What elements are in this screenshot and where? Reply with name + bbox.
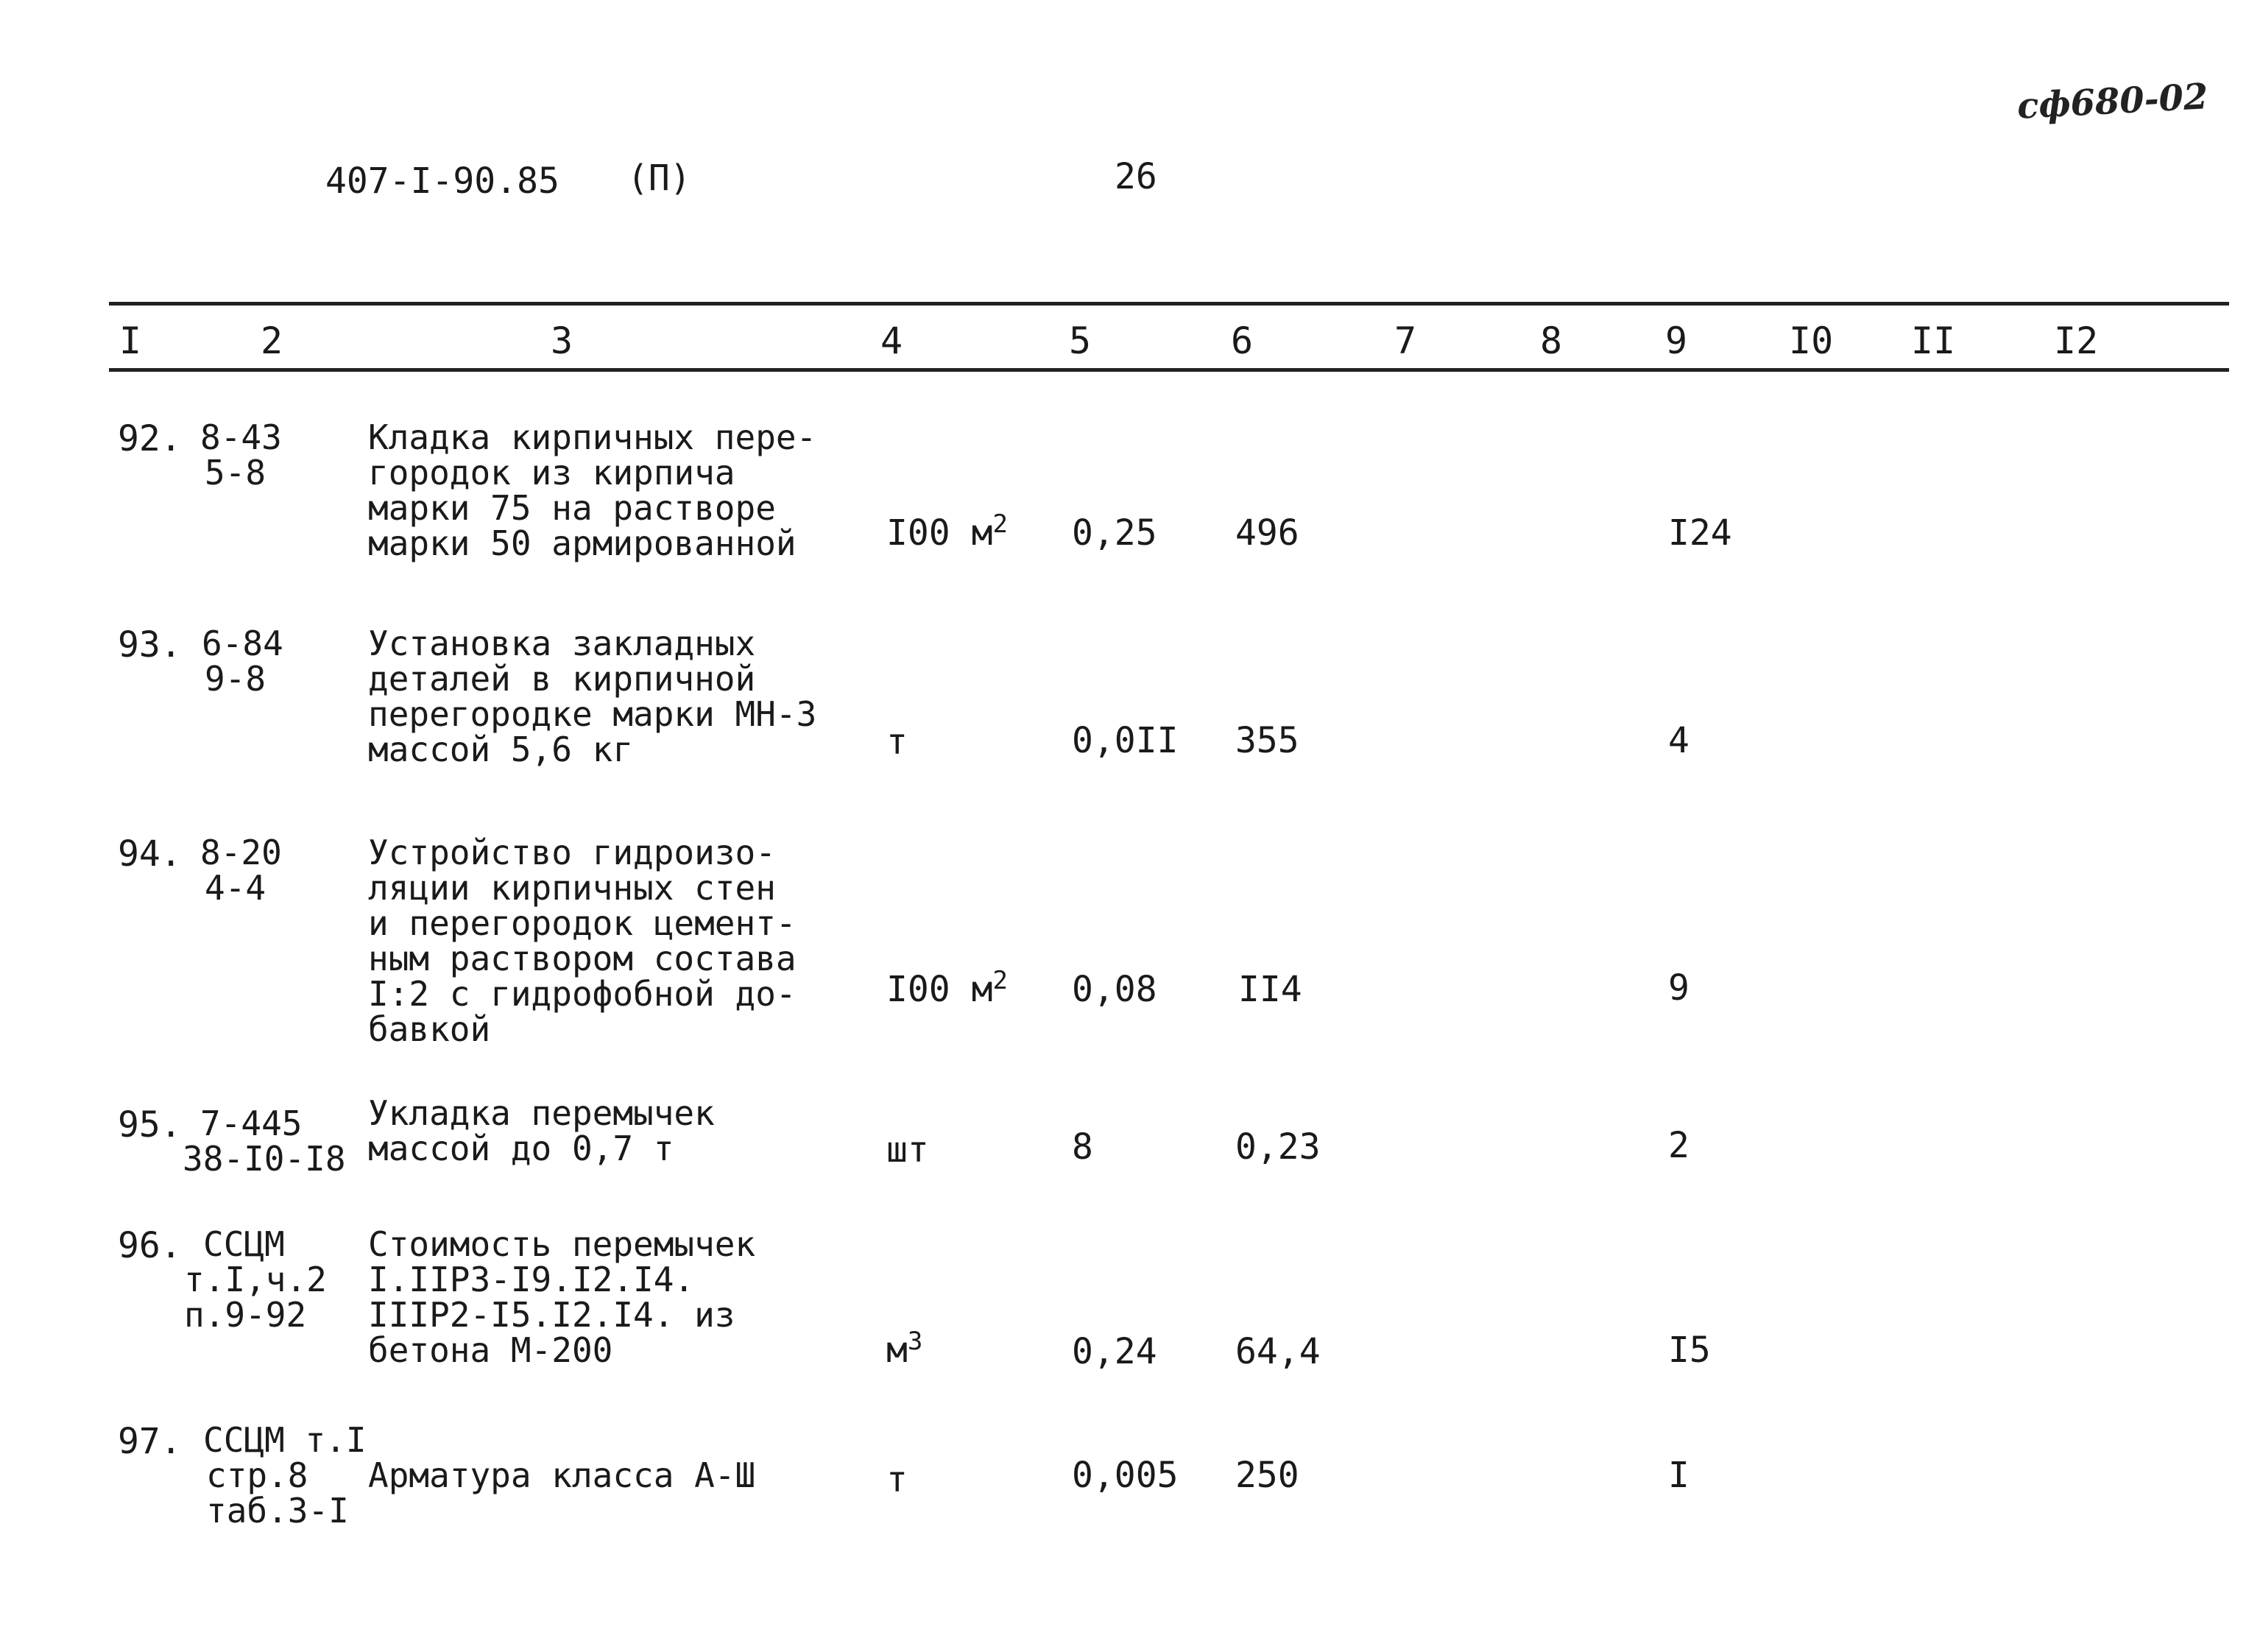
column-number: 4 [880,320,903,362]
norm-code-line: таб.3-I [206,1491,349,1531]
unit-exponent: 2 [992,509,1008,539]
work-description-line: Установка закладных [368,624,756,663]
price-cell: II4 [1238,969,1302,1010]
page-number: 26 [1115,156,1157,197]
column-number: 3 [551,320,573,362]
unit-cell [886,966,1008,1010]
table-header-rule [109,368,2229,372]
norm-code-line: 38-I0-I8 [183,1139,346,1179]
col9-cell: 4 [1668,720,1689,761]
unit-text: шт [886,1129,929,1171]
quantity-cell: 0,08 [1072,969,1157,1010]
row-number: 96. [118,1225,182,1266]
norm-code-line: 4-4 [205,868,266,908]
price-cell: 0,23 [1235,1126,1321,1168]
quantity-cell: 8 [1072,1126,1093,1168]
work-description-line: I.IIP3-I9.I2.I4. [368,1260,695,1299]
column-number: 7 [1394,320,1417,362]
norm-code-line: ССЦМ [203,1224,285,1264]
work-description-line: деталей в кирпичной [368,659,756,699]
norm-code-line: п.9-92 [184,1295,307,1335]
column-number: 6 [1231,320,1254,362]
column-number: 8 [1540,320,1563,362]
quantity-cell: 0,005 [1072,1455,1179,1496]
corner-mark: сф680-02 [2016,76,2209,127]
work-description-line: перегородке марки МН-3 [368,694,817,734]
unit-cell [886,1129,929,1171]
price-cell: 496 [1235,512,1299,554]
column-number: I [119,320,142,362]
work-description-line: Укладка перемычек [368,1093,715,1133]
price-cell: 355 [1235,720,1299,761]
norm-code-line: 7-445 [200,1104,303,1143]
table-top-rule [109,302,2229,306]
work-description-line: IIIP2-I5.I2.I4. из [368,1295,735,1335]
unit-text: т [886,721,908,763]
norm-code-line: стр.8 [206,1455,308,1495]
work-description-line: Стоимость перемычек [368,1224,756,1264]
unit-text: I00 м [886,512,993,554]
work-description-line: бетона М-200 [368,1330,613,1370]
norm-code-line: 8-43 [200,417,282,457]
col9-cell: 9 [1668,967,1689,1009]
norm-code-line: 6-84 [202,624,283,663]
work-description-line: и перегородок цемент- [368,903,797,943]
column-number: 2 [261,320,283,362]
work-description-line: городок из кирпича [368,453,735,493]
quantity-cell: 0,25 [1072,512,1157,554]
document-code: 407-I-90.85 [325,160,559,202]
unit-exponent: 3 [907,1327,923,1356]
unit-text: I00 м [886,969,993,1010]
work-description-line: Кладка кирпичных пере- [368,417,817,457]
unit-text: т [886,1459,908,1500]
work-description-line: ным раствором состава [368,939,797,978]
work-description-line: массой 5,6 кг [368,730,634,769]
column-number: 5 [1069,320,1092,362]
norm-code-line: 9-8 [205,659,266,699]
unit-cell [886,1327,923,1371]
row-number: 93. [118,624,182,666]
quantity-cell: 0,0II [1072,720,1179,761]
row-number: 97. [118,1421,182,1462]
quantity-cell: 0,24 [1072,1331,1157,1372]
work-description-line: ляции кирпичных стен [368,868,776,908]
work-description-line: массой до 0,7 т [368,1129,674,1168]
unit-cell [886,721,908,763]
column-number: I2 [2054,320,2099,362]
work-description-line: марки 50 армированной [368,523,797,563]
norm-code-line: т.I,ч.2 [184,1260,327,1299]
col9-cell: I [1668,1455,1689,1496]
norm-code-line: ССЦМ т.I [203,1420,367,1460]
work-description-line: марки 75 на растворе [368,488,776,528]
unit-text: м [886,1330,908,1371]
column-number: I0 [1789,320,1834,362]
row-number: 94. [118,833,182,875]
unit-exponent: 2 [992,966,1008,995]
unit-cell [886,509,1008,554]
col9-cell: I5 [1668,1330,1711,1371]
row-number: 92. [118,418,182,459]
work-description-line: Устройство гидроизо- [368,833,776,872]
col9-cell: 2 [1668,1125,1689,1166]
col9-cell: I24 [1668,512,1732,554]
work-description-line: бавкой [368,1009,491,1049]
norm-code-line: 5-8 [205,453,266,493]
price-cell: 64,4 [1235,1331,1321,1372]
column-number: II [1911,320,1956,362]
norm-code-line: 8-20 [200,833,282,872]
document-suffix: (П) [627,158,691,199]
work-description-line: Арматура класса А-Ш [368,1455,756,1495]
price-cell: 250 [1235,1455,1299,1496]
column-number: 9 [1665,320,1688,362]
unit-cell [886,1459,908,1500]
work-description-line: I:2 с гидрофобной до- [368,974,797,1014]
row-number: 95. [118,1104,182,1146]
